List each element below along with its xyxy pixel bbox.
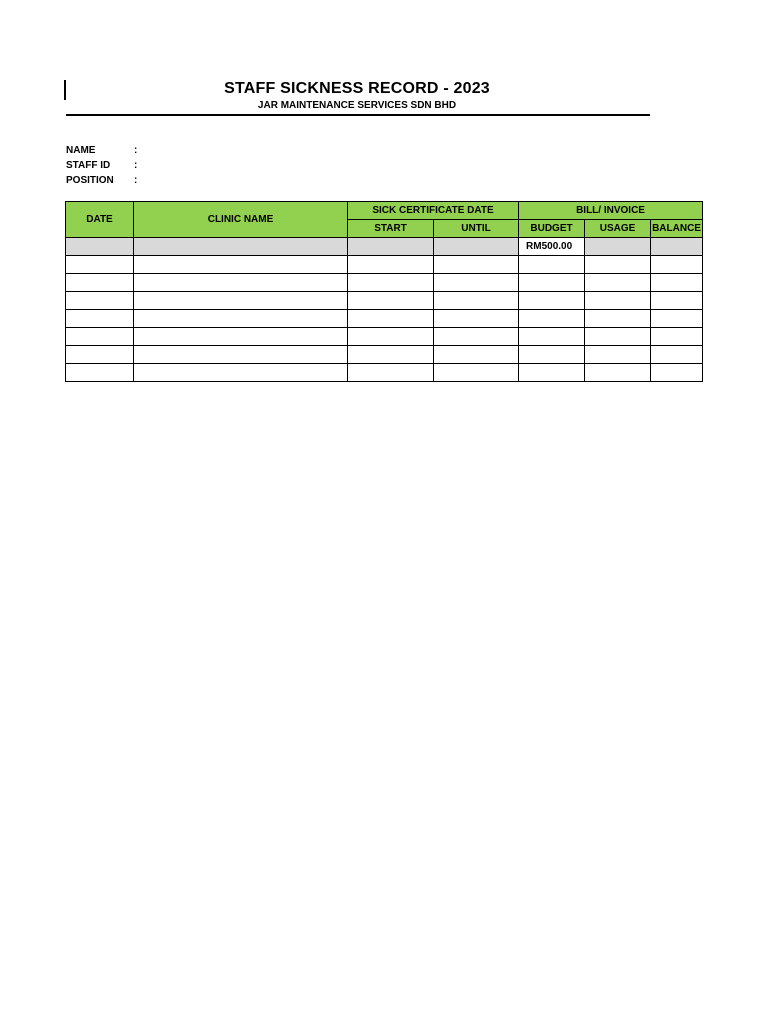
cell-start[interactable]: [348, 310, 434, 328]
cell-usage[interactable]: [585, 346, 651, 364]
info-row-position: [66, 173, 144, 188]
usage-header: USAGE: [585, 220, 651, 238]
sickness-record-table: [65, 201, 703, 382]
cell-date[interactable]: [66, 364, 134, 382]
cell-until[interactable]: [434, 328, 519, 346]
cell-date[interactable]: [66, 256, 134, 274]
title-underline: [66, 114, 650, 116]
cell-date[interactable]: [66, 328, 134, 346]
sick-certificate-date-header: SICK CERTIFICATE DATE: [348, 202, 519, 220]
cell-balance[interactable]: [651, 256, 703, 274]
cell-date[interactable]: [66, 292, 134, 310]
staff-id-separator: :: [134, 160, 138, 171]
cell-balance[interactable]: [651, 238, 703, 256]
cell-until[interactable]: [434, 310, 519, 328]
cell-start[interactable]: [348, 292, 434, 310]
cell-clinic-name[interactable]: [134, 274, 348, 292]
cell-budget[interactable]: [519, 274, 585, 292]
cell-balance[interactable]: [651, 346, 703, 364]
table-row: [66, 328, 703, 346]
cell-budget[interactable]: [519, 364, 585, 382]
budget-value-cell[interactable]: RM500.00: [519, 238, 585, 256]
cell-date[interactable]: [66, 274, 134, 292]
table-body: [66, 238, 703, 382]
cell-clinic-name[interactable]: [134, 328, 348, 346]
table-row: [66, 292, 703, 310]
cell-usage[interactable]: [585, 310, 651, 328]
cell-start[interactable]: [348, 256, 434, 274]
document-title: STAFF SICKNESS RECORD - 2023: [224, 80, 490, 97]
cell-budget[interactable]: [519, 292, 585, 310]
cell-balance[interactable]: [651, 364, 703, 382]
balance-header: BALANCE: [651, 220, 703, 238]
cell-start[interactable]: [348, 238, 434, 256]
position-separator: :: [134, 175, 138, 186]
staff-id-label: STAFF ID: [66, 160, 111, 171]
cell-budget[interactable]: [519, 310, 585, 328]
cell-date[interactable]: [66, 310, 134, 328]
cell-clinic-name[interactable]: [134, 292, 348, 310]
date-header: DATE: [66, 202, 134, 238]
cell-date[interactable]: [66, 238, 134, 256]
table-header-row-1: [66, 202, 703, 220]
cell-clinic-name[interactable]: [134, 364, 348, 382]
cell-usage[interactable]: [585, 328, 651, 346]
position-label: POSITION: [66, 175, 114, 186]
company-name: JAR MAINTENANCE SERVICES SDN BHD: [257, 100, 457, 111]
cell-until[interactable]: [434, 238, 519, 256]
cell-until[interactable]: [434, 346, 519, 364]
cell-balance[interactable]: [651, 274, 703, 292]
info-row-name: [66, 143, 144, 158]
staff-info-block: [66, 143, 144, 188]
cell-budget[interactable]: [519, 256, 585, 274]
cell-usage[interactable]: [585, 274, 651, 292]
cell-balance[interactable]: [651, 292, 703, 310]
cell-clinic-name[interactable]: [134, 238, 348, 256]
table-row: [66, 310, 703, 328]
table-row: [66, 256, 703, 274]
cell-budget[interactable]: [519, 346, 585, 364]
name-label: NAME: [66, 145, 96, 156]
cell-until[interactable]: [434, 274, 519, 292]
until-header: UNTIL: [434, 220, 519, 238]
cell-usage[interactable]: [585, 238, 651, 256]
cell-budget[interactable]: [519, 328, 585, 346]
table-row: [66, 346, 703, 364]
table-row: [66, 274, 703, 292]
cell-start[interactable]: [348, 274, 434, 292]
cell-until[interactable]: [434, 364, 519, 382]
cell-usage[interactable]: [585, 364, 651, 382]
cell-usage[interactable]: [585, 292, 651, 310]
cell-clinic-name[interactable]: [134, 310, 348, 328]
cell-start[interactable]: [348, 328, 434, 346]
name-separator: :: [134, 145, 138, 156]
table-row: [66, 238, 703, 256]
cell-clinic-name[interactable]: [134, 256, 348, 274]
budget-header: BUDGET: [519, 220, 585, 238]
cell-start[interactable]: [348, 364, 434, 382]
cell-clinic-name[interactable]: [134, 346, 348, 364]
table-row: [66, 364, 703, 382]
cell-until[interactable]: [434, 256, 519, 274]
cell-until[interactable]: [434, 292, 519, 310]
start-header: START: [348, 220, 434, 238]
cell-start[interactable]: [348, 346, 434, 364]
cell-usage[interactable]: [585, 256, 651, 274]
cell-balance[interactable]: [651, 328, 703, 346]
clinic-name-header: CLINIC NAME: [134, 202, 348, 238]
cell-date[interactable]: [66, 346, 134, 364]
cell-balance[interactable]: [651, 310, 703, 328]
info-row-staff-id: [66, 158, 144, 173]
bill-invoice-header: BILL/ INVOICE: [519, 202, 703, 220]
left-margin-marker: [64, 80, 66, 100]
